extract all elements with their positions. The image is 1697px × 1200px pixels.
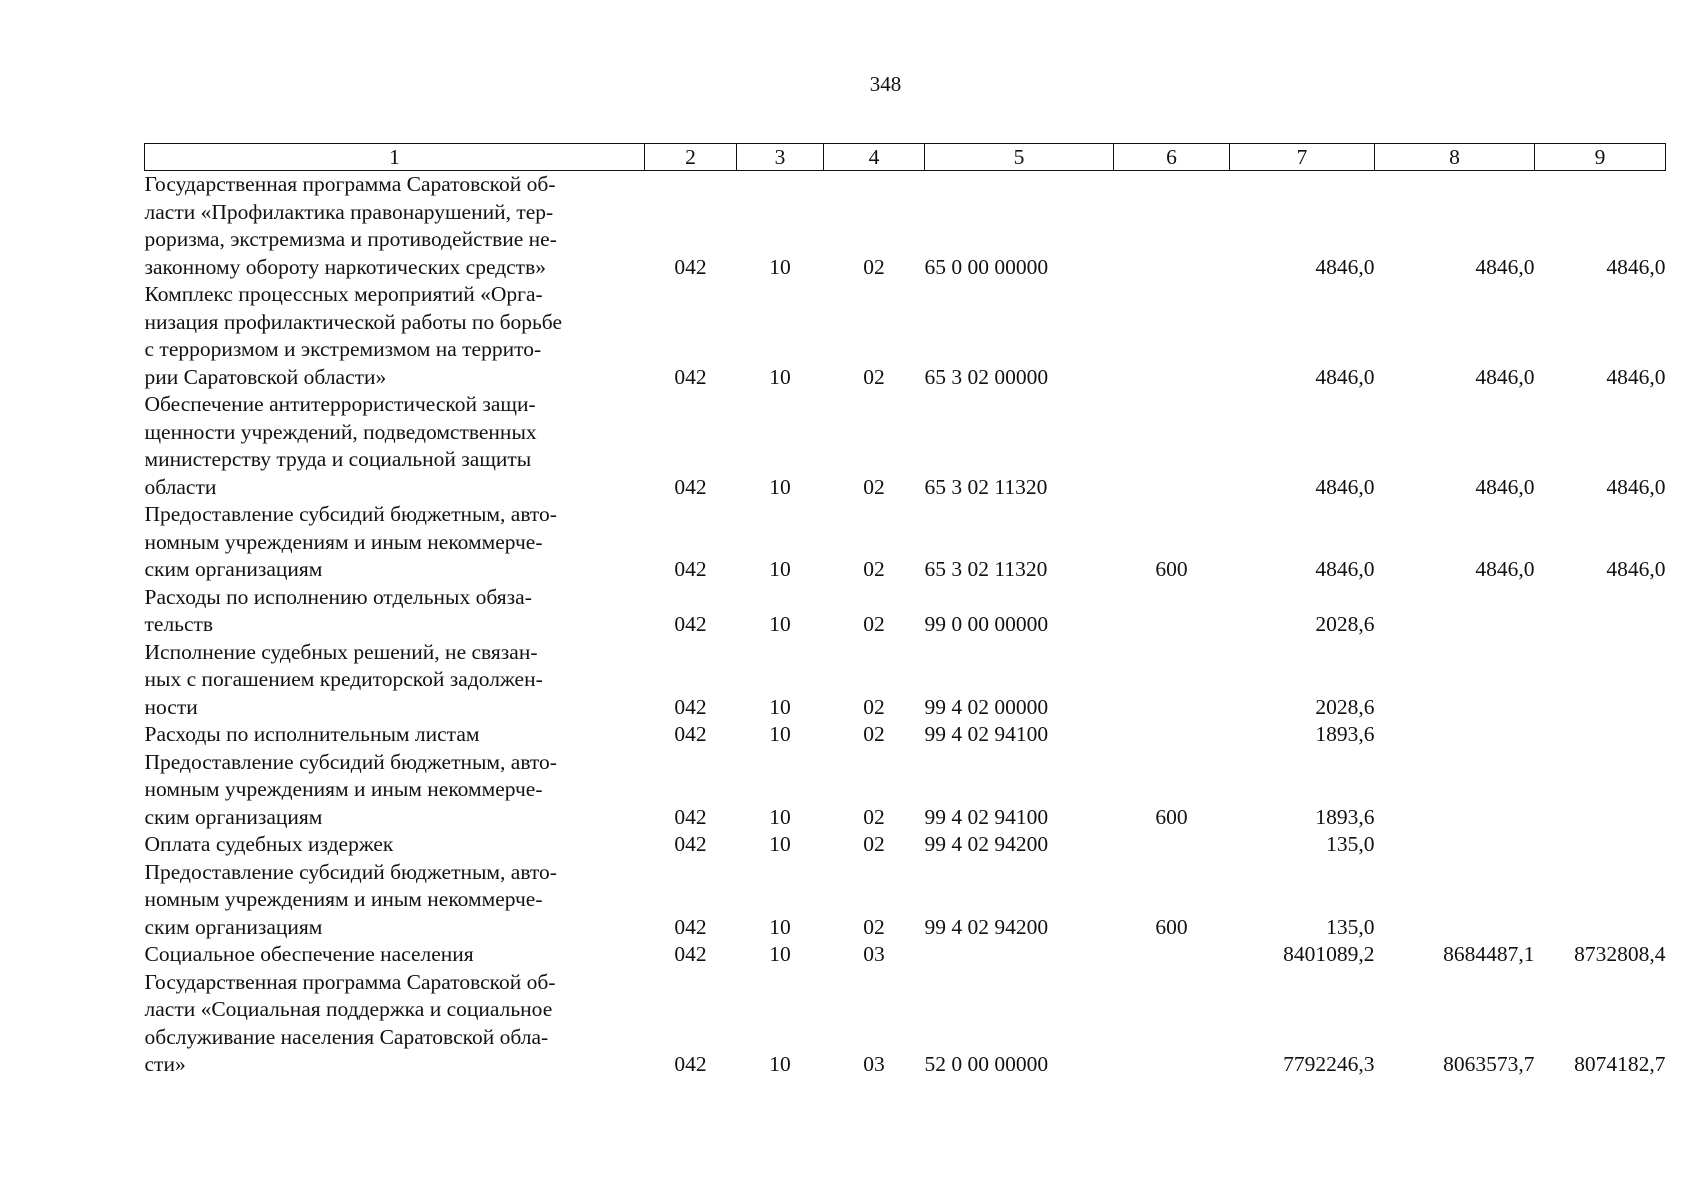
subsection-code: 02 (863, 364, 885, 389)
target-article-code: 99 4 02 94100 (924, 804, 1049, 829)
section-code: 10 (769, 914, 791, 939)
table-row (145, 969, 1666, 1079)
amount-year-3: 4846,0 (1606, 364, 1666, 389)
subsection-code: 02 (863, 557, 885, 581)
expense-name-line: низация профилактической работы по борьбе (144, 309, 563, 334)
expense-name (145, 969, 645, 1079)
expense-name-line: ных с погашением кредиторской задолжен- (144, 667, 543, 691)
expense-name-line: Предоставление субсидий бюджетным, авто- (144, 749, 557, 774)
expense-name-line: Обеспечение антитеррористической защи- (144, 392, 536, 416)
page-number: 348 (869, 72, 902, 96)
expense-name (145, 721, 645, 749)
target-article-code: 65 3 02 00000 (924, 364, 1049, 389)
amount-year-3: 4846,0 (1606, 474, 1666, 499)
amount-year-3: 4846,0 (1606, 254, 1666, 279)
expense-name-line: ским организациям (144, 557, 323, 581)
chapter-code: 042 (674, 612, 707, 636)
section-code: 10 (769, 722, 791, 746)
expense-name (145, 281, 645, 391)
target-article-code: 99 4 02 94200 (924, 914, 1049, 939)
expense-type-code: 600 (1155, 557, 1188, 581)
chapter-code: 042 (674, 832, 707, 856)
expense-name-line: Комплекс процессных мероприятий «Орга- (144, 282, 543, 306)
expense-name-line: Исполнение судебных решений, не связан- (144, 639, 538, 664)
expense-name-line: номным учреждениям и иным некоммерче- (144, 887, 543, 911)
expense-name (145, 749, 645, 832)
amount-year-1: 135,0 (1326, 832, 1375, 856)
amount-year-2 (1375, 831, 1535, 859)
amount-year-1: 2028,6 (1315, 694, 1375, 719)
subsection-code: 03 (863, 942, 885, 966)
expense-type-code (1114, 639, 1230, 722)
expense-type-code (1114, 584, 1230, 639)
expense-name (145, 639, 645, 722)
table-row (145, 749, 1666, 832)
expense-name-line: законному обороту наркотических средств» (144, 254, 546, 279)
target-article-code: 99 4 02 00000 (924, 694, 1049, 719)
table-row (145, 391, 1666, 501)
section-code: 10 (769, 612, 791, 636)
expense-name (145, 391, 645, 501)
amount-year-3 (1535, 831, 1666, 859)
amount-year-2: 4846,0 (1475, 557, 1535, 581)
target-article-code: 65 3 02 11320 (924, 557, 1048, 581)
table-row (145, 721, 1666, 749)
column-header: 3 (737, 144, 824, 171)
subsection-code: 02 (863, 832, 885, 856)
amount-year-1: 135,0 (1326, 914, 1375, 939)
chapter-code: 042 (674, 1052, 707, 1076)
amount-year-1: 4846,0 (1315, 557, 1375, 581)
amount-year-1: 7792246,3 (1283, 1052, 1375, 1076)
column-header: 2 (645, 144, 737, 171)
chapter-code: 042 (674, 722, 707, 746)
column-header: 7 (1230, 144, 1375, 171)
expense-name-line: ским организациям (144, 804, 323, 829)
expense-name-line: роризма, экстремизма и противодействие не- (144, 227, 557, 251)
amount-year-2: 8063573,7 (1443, 1052, 1535, 1076)
section-code: 10 (769, 254, 791, 279)
target-article-code: 99 4 02 94200 (924, 832, 1049, 856)
column-header: 6 (1114, 144, 1230, 171)
expense-name (145, 171, 645, 282)
amount-year-2: 8684487,1 (1443, 942, 1535, 966)
expense-name-line: тельств (144, 612, 214, 636)
expense-name-line: Государственная программа Саратовской об- (144, 172, 556, 196)
column-header: 8 (1375, 144, 1535, 171)
chapter-code: 042 (674, 474, 707, 499)
target-article-code: 65 0 00 00000 (924, 254, 1049, 279)
chapter-code: 042 (674, 364, 707, 389)
amount-year-2: 4846,0 (1475, 254, 1535, 279)
table-row (145, 584, 1666, 639)
amount-year-2 (1375, 584, 1535, 639)
expense-name (145, 584, 645, 639)
table-row (145, 941, 1666, 969)
amount-year-3: 8732808,4 (1574, 942, 1666, 966)
expense-name-line: Расходы по исполнению отдельных обяза- (144, 584, 532, 609)
section-code: 10 (769, 474, 791, 499)
expense-name-line: Предоставление субсидий бюджетным, авто- (144, 859, 557, 884)
amount-year-3: 8074182,7 (1574, 1052, 1666, 1076)
table-row (145, 501, 1666, 584)
column-header: 5 (925, 144, 1114, 171)
amount-year-3 (1535, 584, 1666, 639)
chapter-code: 042 (674, 694, 707, 719)
expense-type-code (1114, 969, 1230, 1079)
section-code: 10 (769, 557, 791, 581)
subsection-code: 02 (863, 254, 885, 279)
expense-name-line: ласти «Социальная поддержка и социальное (144, 997, 553, 1021)
chapter-code: 042 (674, 804, 707, 829)
expense-type-code (1114, 391, 1230, 501)
table-row (145, 281, 1666, 391)
table-row (145, 831, 1666, 859)
expense-type-code: 600 (1155, 804, 1188, 829)
subsection-code: 02 (863, 612, 885, 636)
subsection-code: 02 (863, 914, 885, 939)
subsection-code: 02 (863, 804, 885, 829)
section-code: 10 (769, 364, 791, 389)
expense-name-line: ности (144, 694, 198, 719)
subsection-code: 02 (863, 474, 885, 499)
amount-year-3 (1535, 749, 1666, 832)
expense-name-line: сти» (144, 1052, 186, 1076)
expense-type-code (1114, 831, 1230, 859)
section-code: 10 (769, 832, 791, 856)
subsection-code: 02 (863, 722, 885, 746)
table-row (145, 859, 1666, 942)
chapter-code: 042 (674, 557, 707, 581)
amount-year-2: 4846,0 (1475, 474, 1535, 499)
expense-name-line: обслуживание населения Саратовской обла- (144, 1024, 549, 1049)
amount-year-1: 4846,0 (1315, 254, 1375, 279)
expense-name-line: Государственная программа Саратовской об- (144, 969, 556, 994)
target-article-code: 99 4 02 94100 (924, 722, 1049, 746)
chapter-code: 042 (674, 914, 707, 939)
expense-name-line: Предоставление субсидий бюджетным, авто- (144, 502, 557, 526)
expense-name (145, 941, 645, 969)
target-article-code: 65 3 02 11320 (924, 474, 1048, 499)
chapter-code: 042 (674, 254, 707, 279)
amount-year-3: 4846,0 (1606, 557, 1666, 581)
subsection-code: 03 (863, 1052, 885, 1076)
amount-year-1: 2028,6 (1315, 612, 1375, 636)
subsection-code: 02 (863, 694, 885, 719)
expense-type-code (1114, 941, 1230, 969)
expense-type-code (1114, 171, 1230, 282)
expense-name-line: щенности учреждений, подведомственных (144, 419, 537, 444)
amount-year-1: 4846,0 (1315, 474, 1375, 499)
expense-name-line: области (144, 474, 217, 499)
expense-name-line: рии Саратовской области» (144, 364, 387, 389)
amount-year-2 (1375, 859, 1535, 942)
target-article-code: 52 0 00 00000 (924, 1052, 1049, 1076)
section-code: 10 (769, 694, 791, 719)
table-row (145, 639, 1666, 722)
table-row (145, 171, 1666, 282)
amount-year-2 (1375, 749, 1535, 832)
amount-year-1: 4846,0 (1315, 364, 1375, 389)
section-code: 10 (769, 942, 791, 966)
expense-name (145, 859, 645, 942)
header-row (145, 144, 1666, 171)
expense-name-line: Оплата судебных издержек (144, 832, 394, 856)
expense-name-line: с терроризмом и экстремизмом на террито- (144, 337, 542, 361)
amount-year-1: 8401089,2 (1283, 942, 1375, 966)
expense-type-code (1114, 721, 1230, 749)
budget-table (144, 143, 1666, 1079)
column-header: 9 (1535, 144, 1666, 171)
expense-type-code: 600 (1155, 914, 1188, 939)
target-article-code (925, 941, 1114, 969)
expense-name-line: Социальное обеспечение населения (144, 942, 474, 966)
amount-year-3 (1535, 639, 1666, 722)
expense-name-line: ским организациям (144, 914, 323, 939)
expense-name-line: номным учреждениям и иным некоммерче- (144, 529, 543, 554)
expense-name-line: ласти «Профилактика правонарушений, тер- (144, 199, 554, 224)
column-header: 4 (824, 144, 925, 171)
section-code: 10 (769, 1052, 791, 1076)
target-article-code: 99 0 00 00000 (924, 612, 1049, 636)
amount-year-1: 1893,6 (1315, 804, 1375, 829)
amount-year-2 (1375, 639, 1535, 722)
expense-name (145, 831, 645, 859)
table-body (145, 171, 1666, 1079)
amount-year-1: 1893,6 (1315, 722, 1375, 746)
amount-year-2: 4846,0 (1475, 364, 1535, 389)
expense-name-line: номным учреждениям и иным некоммерче- (144, 777, 543, 801)
amount-year-2 (1375, 721, 1535, 749)
expense-type-code (1114, 281, 1230, 391)
chapter-code: 042 (674, 942, 707, 966)
column-header: 1 (145, 144, 645, 171)
expense-name-line: министерству труда и социальной защиты (144, 447, 532, 471)
amount-year-3 (1535, 859, 1666, 942)
expense-name (145, 501, 645, 584)
amount-year-3 (1535, 721, 1666, 749)
section-code: 10 (769, 804, 791, 829)
expense-name-line: Расходы по исполнительным листам (144, 722, 480, 746)
